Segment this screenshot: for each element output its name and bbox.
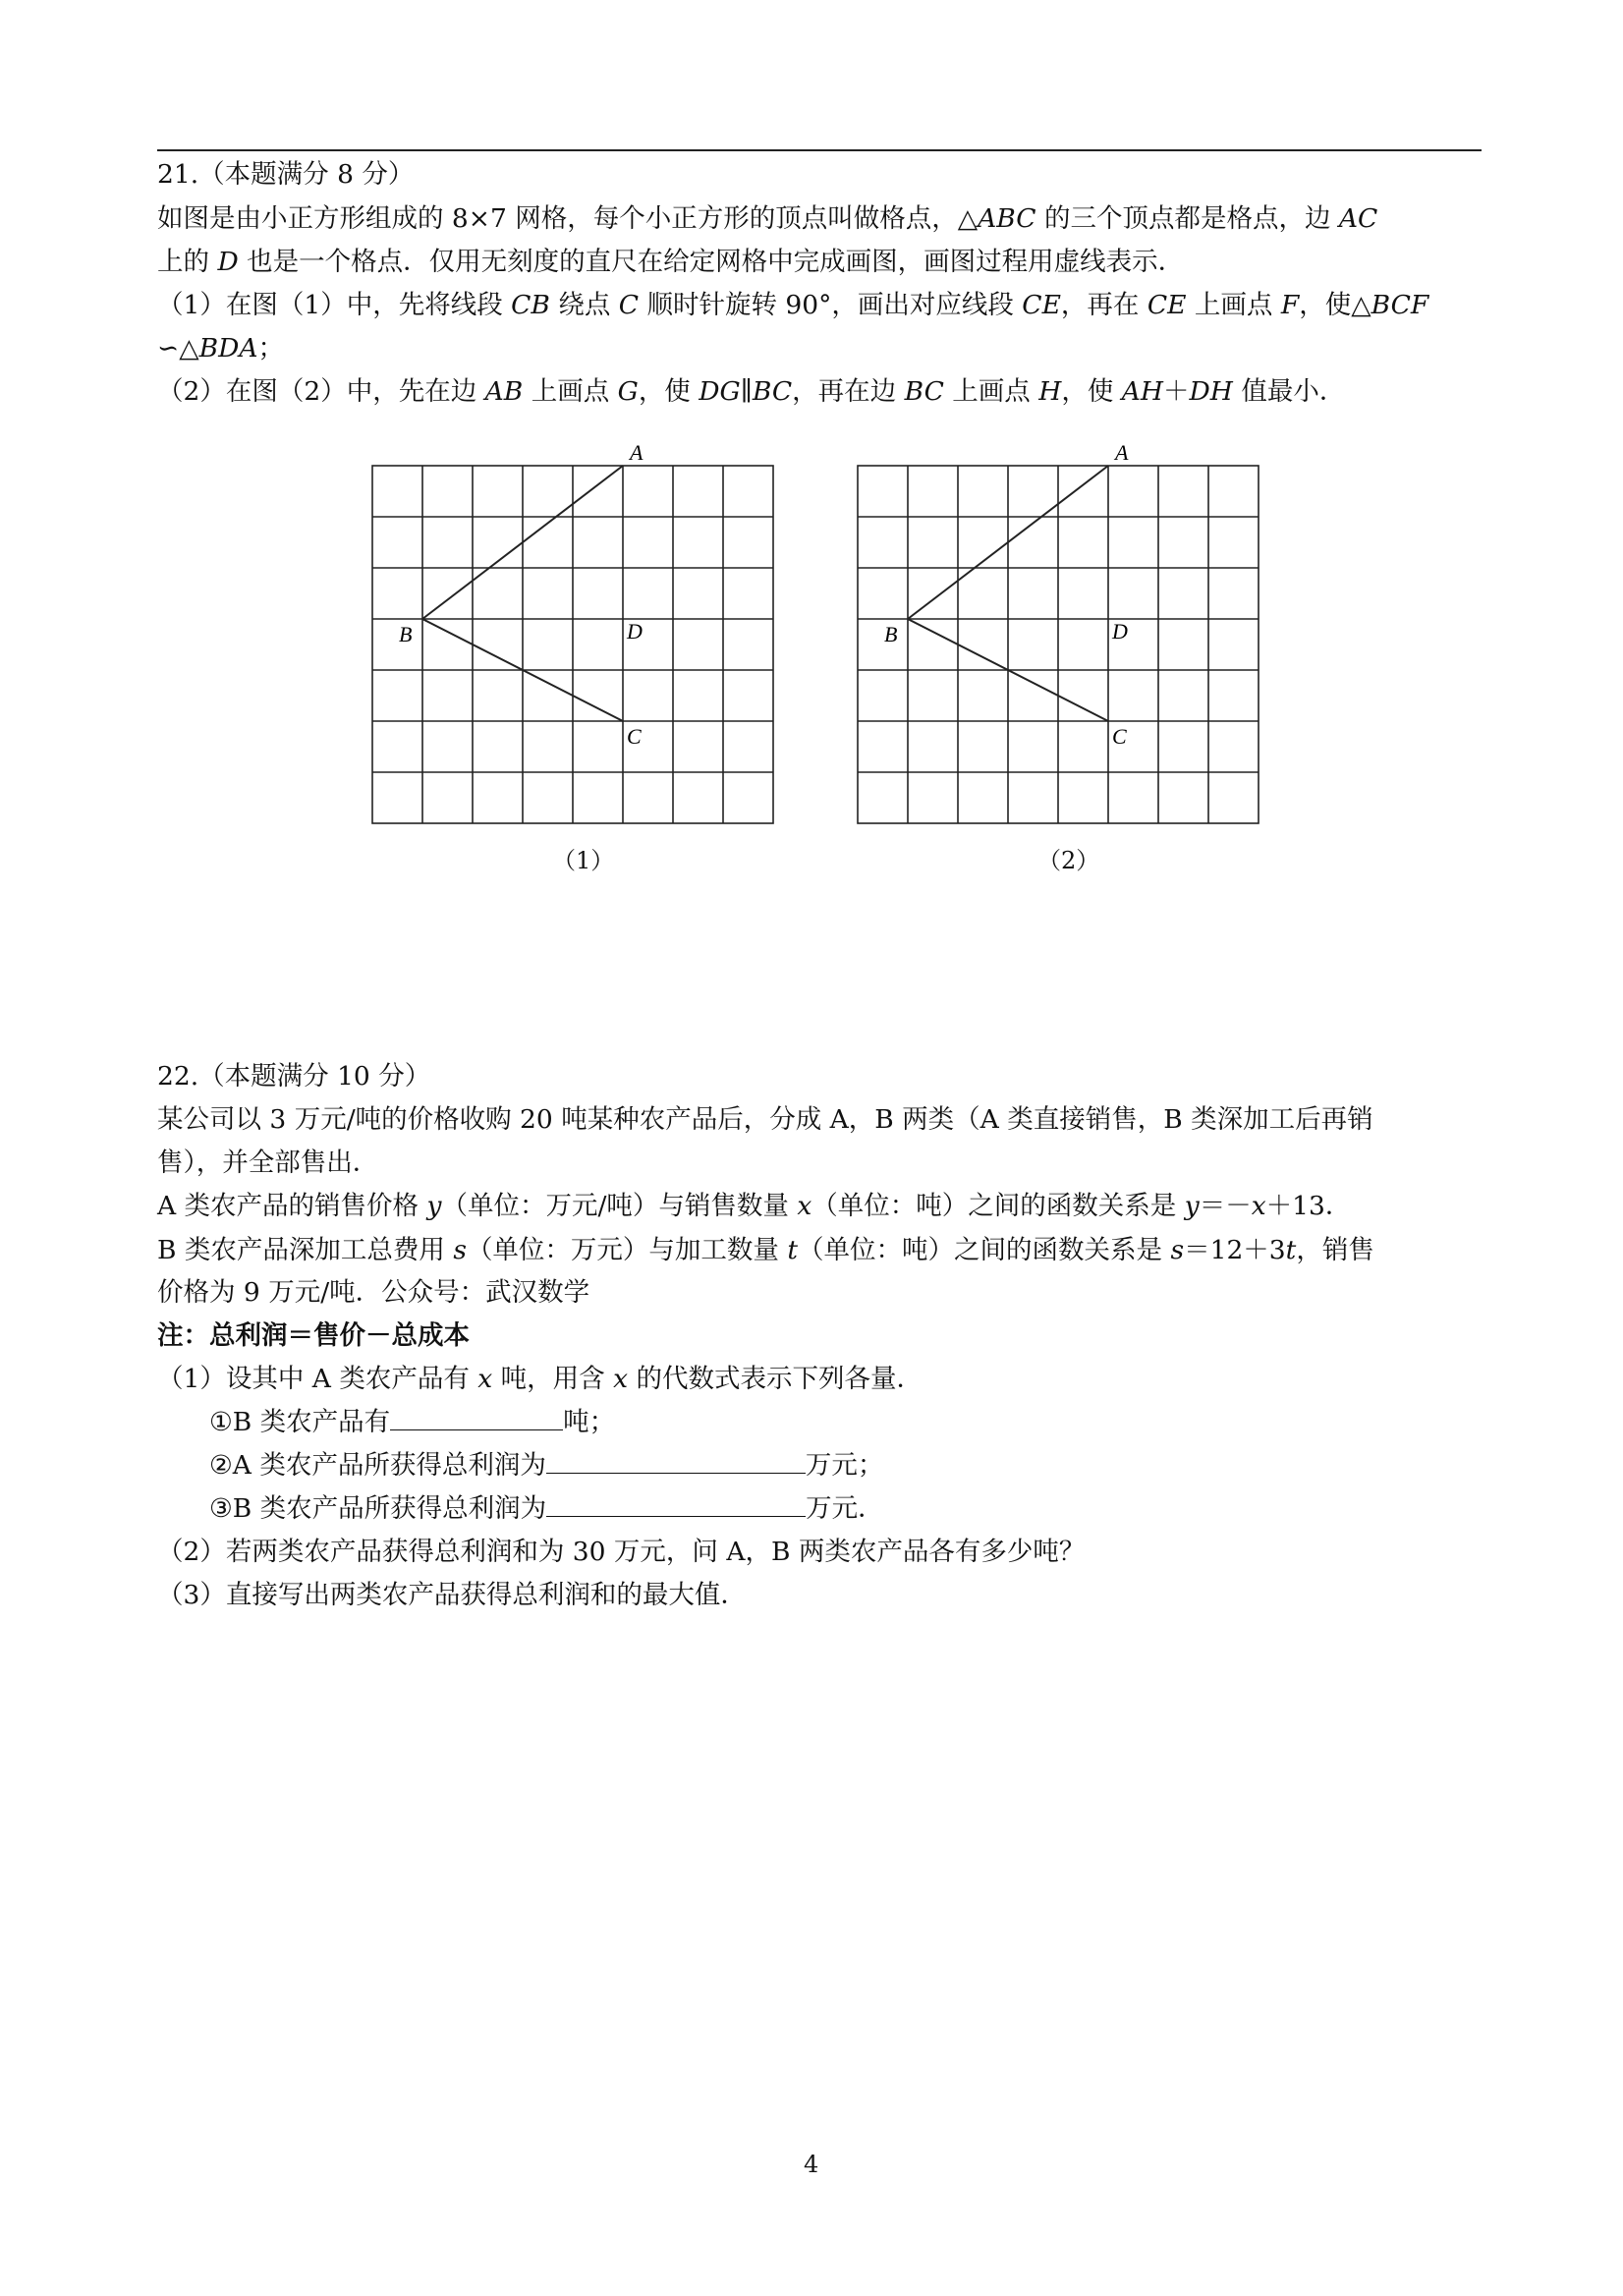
label-c: C	[1112, 724, 1127, 749]
q22-part1: （1）设其中 A 类农产品有 x 吨，用含 x 的代数式表示下列各量．	[157, 1364, 923, 1394]
label-b: B	[884, 622, 898, 646]
q22-line5: 价格为 9 万元/吨．公众号：武汉数学	[157, 1277, 590, 1308]
label-b: B	[399, 622, 413, 646]
q21-intro-line1: 如图是由小正方形组成的 8×7 网格，每个小正方形的顶点叫做格点，△ABC 的三个顶点都是格点，边 AC	[157, 203, 1378, 234]
page-number: 4	[804, 2151, 819, 2178]
q22-part2: （2）若两类农产品获得总利润和为 30 万元，问 A，B 两类农产品各有多少吨？	[157, 1537, 1086, 1567]
answer-blank-1[interactable]	[390, 1406, 563, 1430]
label-d: D	[1112, 619, 1128, 644]
q22-sub1: ①B 类农产品有 吨；	[209, 1407, 616, 1437]
q22-line4: B 类农产品深加工总费用 s（单位：万元）与加工数量 t（单位：吨）之间的函数关系是 s＝12＋3t，销售	[157, 1235, 1374, 1265]
label-a: A	[1115, 440, 1129, 465]
q21-part2: （2）在图（2）中，先在边 AB 上画点 G，使 DG∥BC，再在边 BC 上画点 H，使 AH＋DH 值最小．	[157, 376, 1346, 407]
q22-line3: A 类农产品的销售价格 y（单位：万元/吨）与销售数量 x（单位：吨）之间的函数关系是 y＝－x＋13．	[157, 1191, 1352, 1221]
answer-blank-3[interactable]	[546, 1492, 806, 1517]
grid-figure-2	[849, 432, 1281, 845]
q22-line1: 某公司以 3 万元/吨的价格收购 20 吨某种农产品后，分成 A，B 两类（A 类直接销售，B 类深加工后再销	[157, 1104, 1373, 1135]
q21-part1-line1: （1）在图（1）中，先将线段 CB 绕点 C 顺时针旋转 90°，画出对应线段 CE，再在 CE 上画点 F，使△BCF	[157, 290, 1429, 320]
top-rule	[157, 149, 1482, 151]
grid-figure-1	[364, 432, 796, 845]
grid-lines	[858, 466, 1259, 823]
q21-part1-line2: ∽△BDA；	[157, 333, 284, 364]
q22-sub2: ②A 类农产品所获得总利润为 万元；	[209, 1450, 884, 1481]
label-a: A	[630, 440, 644, 465]
answer-blank-2[interactable]	[546, 1449, 806, 1474]
figure-1-caption: （1）	[552, 847, 615, 874]
q22-part3: （3）直接写出两类农产品获得总利润和的最大值．	[157, 1580, 747, 1610]
grid-lines	[372, 466, 773, 823]
q22-header: 22.（本题满分 10 分）	[157, 1061, 431, 1092]
q21-intro-line2: 上的 D 也是一个格点．仅用无刻度的直尺在给定网格中完成画图，画图过程用虚线表示．	[157, 247, 1185, 277]
label-d: D	[627, 619, 643, 644]
label-c: C	[627, 724, 642, 749]
q21-header: 21.（本题满分 8 分）	[157, 159, 415, 190]
q22-sub3: ③B 类农产品所获得总利润为 万元．	[209, 1493, 884, 1524]
q22-line2: 售），并全部售出．	[157, 1148, 379, 1178]
q22-note: 注：总利润＝售价－总成本	[157, 1320, 470, 1351]
figure-2-caption: （2）	[1037, 847, 1100, 874]
